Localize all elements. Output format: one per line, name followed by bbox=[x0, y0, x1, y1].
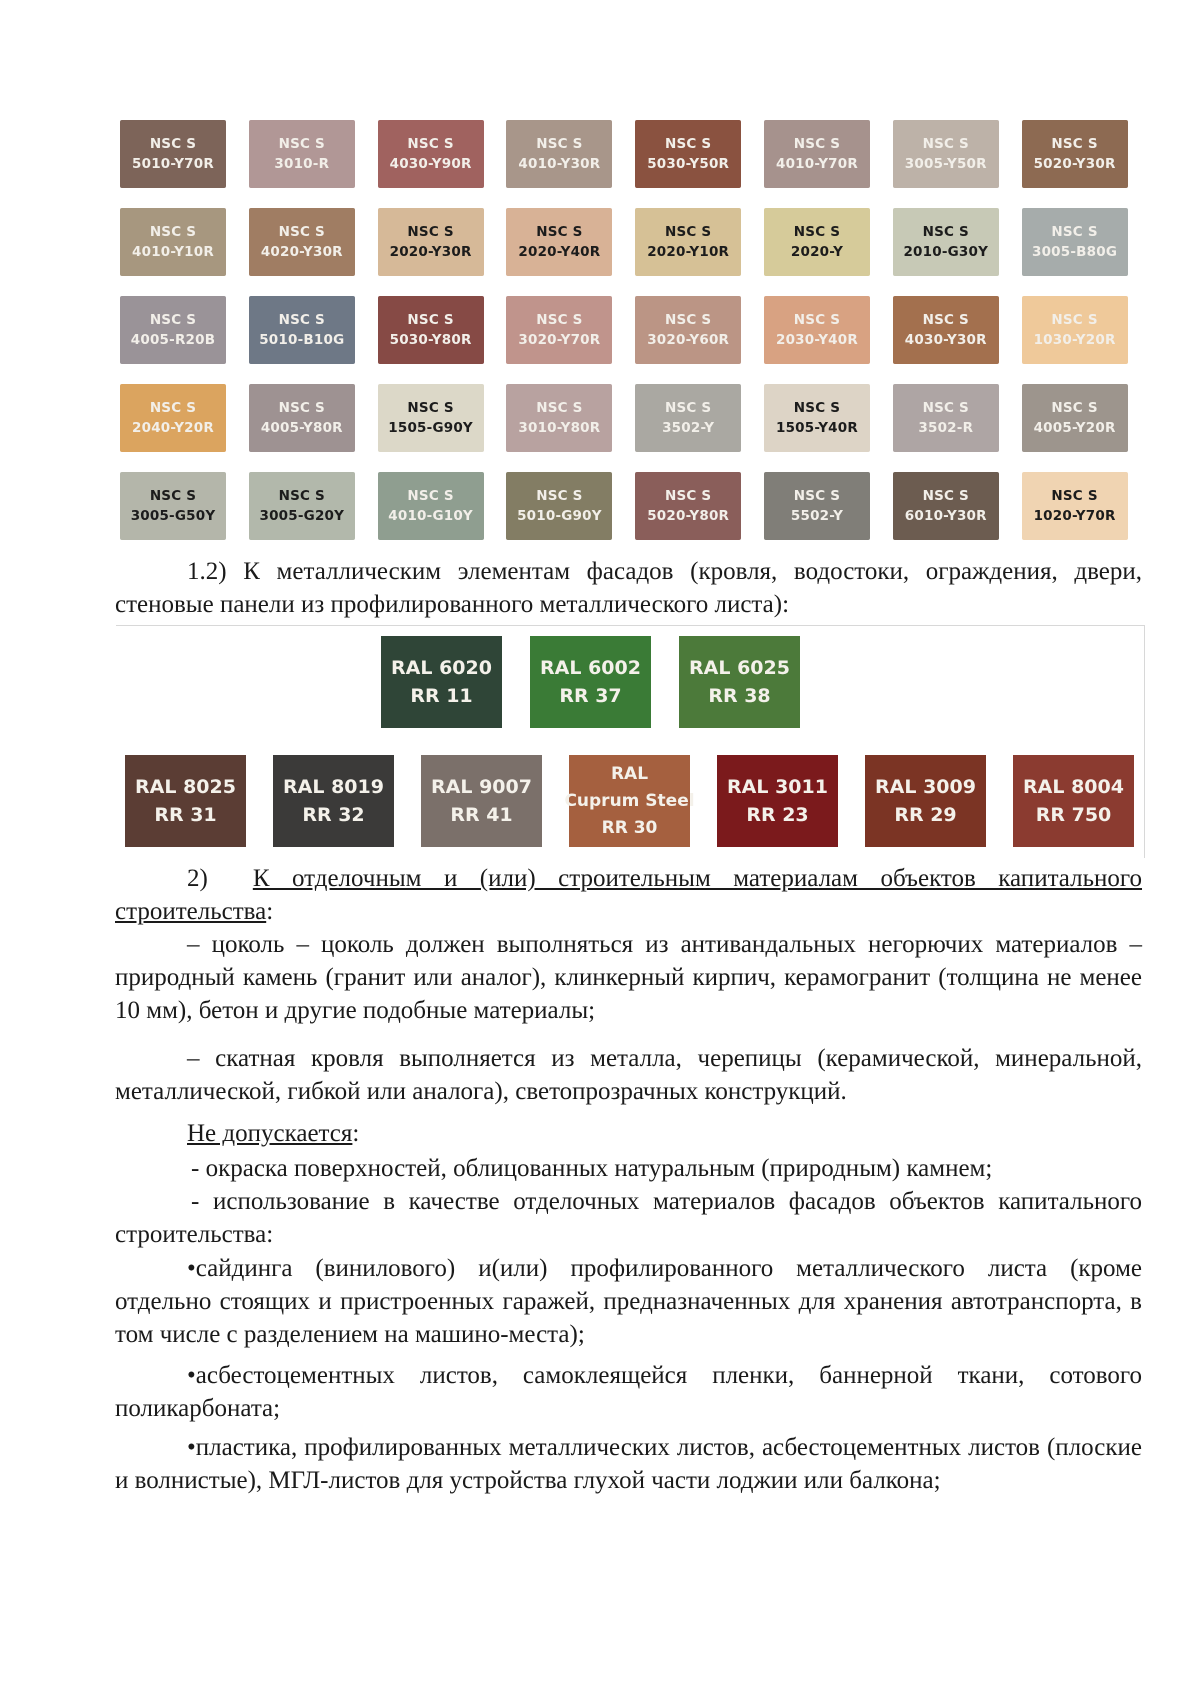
ral-swatch-label: RAL 6025 bbox=[689, 657, 790, 679]
nsc-swatch bbox=[764, 296, 870, 364]
ral-swatch bbox=[1013, 755, 1134, 847]
ral-swatch bbox=[125, 755, 246, 847]
nsc-swatch bbox=[1022, 120, 1128, 188]
ral-swatch-label: RR 29 bbox=[894, 804, 957, 826]
swatch-system-label: NSC S bbox=[149, 400, 197, 416]
swatch-system-label: NSC S bbox=[536, 224, 583, 240]
nsc-swatch bbox=[120, 296, 226, 364]
swatch-code-label: 2020-Y30R bbox=[389, 244, 472, 260]
paragraph-plinth: – цоколь – цоколь должен выполняться из антивандальных негорючих материалов – природный камень (гранит или аналог), клинкерный кирпич, керамогранит (толщина не менее 10 мм), бетон и другие подобные материалы; bbox=[115, 931, 1142, 1024]
bullet-asbestos: •асбестоцементных листов, самоклеящейся пленки, баннерной ткани, сотового поликарбоната; bbox=[115, 1362, 1142, 1422]
nsc-swatch bbox=[635, 384, 741, 452]
swatch-system-label: NSC S bbox=[665, 488, 712, 504]
nsc-color-grid bbox=[120, 120, 1128, 540]
swatch-system-label: NSC S bbox=[278, 136, 325, 152]
swatch-code-label: 5030-Y80R bbox=[389, 332, 472, 348]
swatch-system-label: NSC S bbox=[149, 312, 197, 328]
section-heading: К отделочным и (или) строительным материалам объектов капитального строительства bbox=[115, 865, 1143, 925]
swatch-system-label: NSC S bbox=[793, 312, 841, 328]
ral-swatch-label: RAL 8019 bbox=[283, 776, 384, 798]
swatch-system-label: NSC S bbox=[536, 312, 583, 328]
swatch-code-label: 1505-G90Y bbox=[388, 420, 473, 436]
swatch-code-label: 2020-Y bbox=[790, 244, 844, 260]
nsc-swatch bbox=[249, 472, 355, 540]
nsc-swatch bbox=[378, 120, 484, 188]
ral-swatch-label: RR 11 bbox=[410, 685, 473, 707]
swatch-system-label: NSC S bbox=[407, 400, 454, 416]
nsc-swatch bbox=[378, 208, 484, 276]
swatch-system-label: NSC S bbox=[149, 488, 197, 504]
nsc-swatch bbox=[764, 120, 870, 188]
nsc-swatch bbox=[120, 472, 226, 540]
swatch-system-label: NSC S bbox=[665, 224, 712, 240]
nsc-swatch bbox=[249, 208, 355, 276]
swatch-system-label: NSC S bbox=[665, 400, 712, 416]
nsc-swatch bbox=[635, 208, 741, 276]
paragraph-metal-elements: 1.2) К металлическим элементам фасадов (кровля, водостоки, ограждения, двери, стеновые панели из профилированного металлического листа): bbox=[115, 558, 1142, 618]
nsc-swatch bbox=[120, 384, 226, 452]
swatch-system-label: NSC S bbox=[536, 400, 583, 416]
swatch-system-label: NSC S bbox=[407, 136, 454, 152]
nsc-swatch bbox=[893, 384, 999, 452]
swatch-code-label: 2040-Y20R bbox=[132, 420, 214, 436]
swatch-code-label: 4010-Y70R bbox=[776, 156, 858, 172]
ral-swatch bbox=[564, 755, 695, 847]
ral-swatch bbox=[273, 755, 394, 847]
ral-swatch bbox=[530, 636, 651, 728]
swatch-code-label: 4020-Y30R bbox=[260, 244, 343, 260]
ral-swatch-label: RR 750 bbox=[1035, 804, 1112, 826]
swatch-code-label: 3005-Y50R bbox=[904, 156, 987, 172]
ral-swatch-label: RR 38 bbox=[708, 685, 771, 707]
swatch-code-label: 4030-Y30R bbox=[904, 332, 987, 348]
swatch-code-label: 4005-Y20R bbox=[1033, 420, 1116, 436]
swatch-system-label: NSC S bbox=[407, 488, 454, 504]
ral-swatch bbox=[381, 636, 502, 728]
nsc-swatch bbox=[506, 208, 612, 276]
nsc-swatch bbox=[249, 120, 355, 188]
swatch-system-label: NSC S bbox=[922, 400, 969, 416]
nsc-swatch bbox=[893, 296, 999, 364]
nsc-swatch bbox=[635, 296, 741, 364]
nsc-swatch bbox=[249, 296, 355, 364]
swatch-code-label: 2030-Y40R bbox=[776, 332, 858, 348]
not-allowed-heading bbox=[115, 1117, 1142, 1150]
nsc-swatch bbox=[893, 120, 999, 188]
item-usage: - использование в качестве отделочных материалов фасадов объектов капитального строительства: bbox=[115, 1188, 1142, 1248]
swatch-system-label: NSC S bbox=[793, 136, 841, 152]
nsc-swatch bbox=[506, 472, 612, 540]
swatch-code-label: 5010-B10G bbox=[259, 332, 345, 348]
nsc-swatch bbox=[378, 472, 484, 540]
ral-swatch-label: RR 37 bbox=[559, 685, 622, 707]
ral-swatch-label: RAL 3011 bbox=[727, 776, 828, 798]
swatch-code-label: 3020-Y70R bbox=[518, 332, 601, 348]
swatch-system-label: NSC S bbox=[793, 400, 841, 416]
ral-swatch-label: Cuprum Steel bbox=[564, 790, 695, 811]
ral-swatch-label: RR 41 bbox=[450, 804, 513, 826]
swatch-code-label: 3010-R bbox=[274, 156, 330, 172]
swatch-system-label: NSC S bbox=[793, 488, 841, 504]
ral-swatch-label: RR 23 bbox=[746, 804, 809, 826]
swatch-code-label: 4010-Y30R bbox=[518, 156, 601, 172]
not-allowed-colon: : bbox=[352, 1120, 360, 1147]
swatch-code-label: 6010-Y30R bbox=[904, 508, 987, 524]
nsc-swatch bbox=[506, 120, 612, 188]
swatch-system-label: NSC S bbox=[407, 224, 454, 240]
swatch-code-label: 4010-G10Y bbox=[388, 508, 473, 524]
swatch-system-label: NSC S bbox=[665, 136, 712, 152]
swatch-code-label: 4005-Y80R bbox=[260, 420, 343, 436]
nsc-swatch bbox=[893, 472, 999, 540]
nsc-swatch bbox=[120, 120, 226, 188]
nsc-swatch bbox=[249, 384, 355, 452]
nsc-swatch bbox=[764, 208, 870, 276]
swatch-code-label: 5020-Y80R bbox=[647, 508, 730, 524]
swatch-code-label: 4030-Y90R bbox=[389, 156, 472, 172]
ral-swatch-label: RR 31 bbox=[154, 804, 217, 826]
swatch-system-label: NSC S bbox=[922, 224, 969, 240]
swatch-code-label: 2010-G30Y bbox=[903, 244, 989, 260]
swatch-system-label: NSC S bbox=[149, 224, 197, 240]
swatch-code-label: 4010-Y10R bbox=[132, 244, 214, 260]
nsc-swatch bbox=[120, 208, 226, 276]
nsc-swatch bbox=[1022, 384, 1128, 452]
swatch-system-label: NSC S bbox=[922, 136, 969, 152]
item-painting: - окраска поверхностей, облицованных натуральным (природным) камнем; bbox=[191, 1155, 993, 1182]
ral-swatch-label: RAL 8025 bbox=[135, 776, 236, 798]
nsc-swatch bbox=[764, 384, 870, 452]
paragraph-pitched-roof: – скатная кровля выполняется из металла, черепицы (керамической, минеральной, металлической, гибкой или аналога), светопрозрачных конструкций. bbox=[115, 1045, 1142, 1105]
swatch-code-label: 5030-Y50R bbox=[647, 156, 730, 172]
ral-swatch-label: RR 30 bbox=[601, 817, 658, 838]
swatch-system-label: NSC S bbox=[1051, 136, 1098, 152]
ral-swatch-label: RAL 8004 bbox=[1023, 776, 1124, 798]
ral-color-panel bbox=[116, 625, 1145, 858]
swatch-code-label: 5010-G90Y bbox=[517, 508, 602, 524]
nsc-swatch bbox=[1022, 472, 1128, 540]
swatch-code-label: 4005-R20B bbox=[130, 332, 216, 348]
not-allowed-title: Не допускается bbox=[187, 1120, 353, 1147]
swatch-system-label: NSC S bbox=[1051, 312, 1098, 328]
bullet-siding: •сайдинга (винилового) и(или) профилированного металлического листа (кроме отдельно стоящих и пристроенных гаражей, предназначенных для хранения автотранспорта, в том числе с разделением на машино-места); bbox=[115, 1255, 1142, 1348]
swatch-code-label: 5020-Y30R bbox=[1033, 156, 1116, 172]
ral-swatch bbox=[679, 636, 800, 728]
swatch-code-label: 3005-G20Y bbox=[259, 508, 345, 524]
swatch-code-label: 3502-Y bbox=[662, 420, 715, 436]
swatch-code-label: 3010-Y80R bbox=[518, 420, 601, 436]
swatch-system-label: NSC S bbox=[1051, 224, 1098, 240]
swatch-system-label: NSC S bbox=[278, 400, 325, 416]
swatch-system-label: NSC S bbox=[922, 488, 969, 504]
paragraph-finishing-materials bbox=[115, 862, 1142, 928]
swatch-system-label: NSC S bbox=[149, 136, 197, 152]
swatch-code-label: 3005-G50Y bbox=[130, 508, 216, 524]
swatch-system-label: NSC S bbox=[793, 224, 841, 240]
swatch-system-label: NSC S bbox=[278, 224, 325, 240]
nsc-swatch bbox=[1022, 296, 1128, 364]
nsc-swatch bbox=[764, 472, 870, 540]
ral-swatch-label: RAL 6020 bbox=[391, 657, 492, 679]
swatch-system-label: NSC S bbox=[1051, 400, 1098, 416]
swatch-system-label: NSC S bbox=[407, 312, 454, 328]
section-colon: : bbox=[266, 898, 274, 925]
swatch-system-label: NSC S bbox=[1051, 488, 1098, 504]
swatch-code-label: 1030-Y20R bbox=[1033, 332, 1116, 348]
ral-swatch bbox=[717, 755, 838, 847]
nsc-swatch bbox=[635, 472, 741, 540]
section-number: 2) bbox=[187, 865, 208, 892]
swatch-code-label: 5502-Y bbox=[790, 508, 844, 524]
ral-swatch-label: RAL 9007 bbox=[431, 776, 532, 798]
ral-swatch-label: RAL bbox=[610, 763, 649, 784]
nsc-swatch bbox=[506, 384, 612, 452]
swatch-code-label: 1505-Y40R bbox=[776, 420, 858, 436]
ral-swatch-label: RR 32 bbox=[302, 804, 365, 826]
ral-swatch bbox=[421, 755, 542, 847]
nsc-swatch bbox=[506, 296, 612, 364]
swatch-code-label: 3502-R bbox=[918, 420, 974, 436]
bullet-plastic: •пластика, профилированных металлических листов, асбестоцементных листов (плоские и волнистые), МГЛ-листов для устройства глухой части лоджии или балкона; bbox=[115, 1434, 1142, 1494]
swatch-system-label: NSC S bbox=[536, 136, 583, 152]
ral-swatch-label: RAL 6002 bbox=[540, 657, 641, 679]
ral-swatch-label: RAL 3009 bbox=[875, 776, 976, 798]
swatch-system-label: NSC S bbox=[278, 312, 325, 328]
nsc-swatch bbox=[1022, 208, 1128, 276]
swatch-code-label: 3005-B80G bbox=[1032, 244, 1118, 260]
nsc-swatch bbox=[635, 120, 741, 188]
swatch-system-label: NSC S bbox=[536, 488, 583, 504]
swatch-system-label: NSC S bbox=[922, 312, 969, 328]
nsc-swatch bbox=[378, 384, 484, 452]
swatch-code-label: 5010-Y70R bbox=[132, 156, 214, 172]
swatch-system-label: NSC S bbox=[278, 488, 325, 504]
swatch-code-label: 1020-Y70R bbox=[1033, 508, 1116, 524]
nsc-swatch bbox=[378, 296, 484, 364]
swatch-code-label: 2020-Y40R bbox=[518, 244, 601, 260]
swatch-code-label: 3020-Y60R bbox=[647, 332, 730, 348]
swatch-system-label: NSC S bbox=[665, 312, 712, 328]
nsc-swatch bbox=[893, 208, 999, 276]
ral-swatch bbox=[865, 755, 986, 847]
swatch-code-label: 2020-Y10R bbox=[647, 244, 730, 260]
